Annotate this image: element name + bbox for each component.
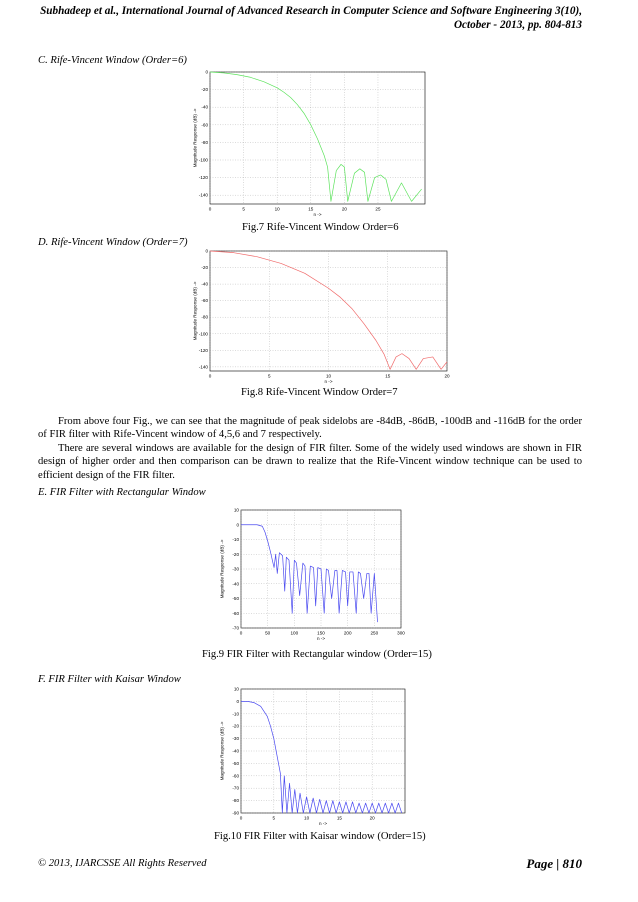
body-text: [38, 415, 582, 482]
x-axis-label: n ->: [318, 821, 328, 827]
y-tick-label: -20: [232, 551, 239, 557]
y-tick-label: 0: [205, 248, 208, 254]
y-axis-label: Magnitude Response (dB) ->: [192, 281, 198, 341]
x-tick-label: 100: [290, 630, 299, 636]
page-number: Page | 810: [526, 856, 582, 871]
y-axis-label: Magnitude Response (dB) ->: [192, 108, 198, 168]
journal-citation: Subhadeep et al., International Journal of Advanced Research in Computer Science and Software Engineering 3(10),: [40, 5, 582, 17]
section-heading-e: E. FIR Filter with Rectangular Window: [38, 487, 206, 498]
plot-area: [210, 72, 425, 204]
y-tick-label: 0: [236, 522, 239, 528]
y-tick-label: -50: [232, 596, 239, 601]
x-tick-label: 20: [369, 815, 375, 821]
y-tick-label: -30: [232, 736, 239, 742]
figure-7-caption: Fig.7 Rife-Vincent Window Order=6: [242, 222, 399, 233]
x-tick-label: 25: [375, 206, 381, 212]
y-tick-label: -120: [198, 175, 208, 181]
copyright-notice: © 2013, IJARCSSE All Rights Reserved: [38, 858, 207, 869]
y-tick-label: -100: [198, 331, 208, 337]
plot-area: [241, 689, 405, 813]
y-tick-label: -10: [232, 537, 239, 542]
y-tick-label: -40: [201, 104, 208, 110]
x-tick-label: 0: [239, 815, 243, 821]
figure-9-chart: [219, 504, 409, 644]
y-tick-label: -40: [232, 748, 239, 754]
y-tick-label: -20: [201, 87, 208, 93]
y-tick-label: -120: [198, 347, 208, 353]
y-tick-label: -70: [232, 625, 239, 631]
y-tick-label: -30: [232, 566, 239, 572]
x-tick-label: 5: [242, 206, 245, 212]
y-tick-label: -60: [201, 298, 208, 304]
x-axis-label: n ->: [313, 212, 322, 218]
y-tick-label: -70: [232, 785, 239, 791]
journal-issue-pages: October - 2013, pp. 804-813: [453, 19, 582, 31]
x-tick-label: 0: [208, 206, 212, 212]
y-tick-label: -80: [232, 798, 239, 804]
figure-7-chart: [192, 66, 434, 221]
y-tick-label: -60: [232, 610, 239, 616]
y-tick-label: -20: [232, 723, 239, 729]
section-heading-d: D. Rife-Vincent Window (Order=7): [38, 237, 188, 248]
figure-8-chart: [192, 247, 457, 385]
x-tick-label: 15: [308, 206, 314, 212]
y-tick-label: -40: [232, 581, 239, 587]
x-tick-label: 250: [370, 630, 379, 636]
y-tick-label: -140: [198, 192, 208, 198]
x-tick-label: 0: [239, 630, 243, 636]
x-tick-label: 0: [208, 373, 212, 379]
y-tick-label: 0: [236, 698, 239, 704]
x-tick-label: 50: [265, 630, 271, 636]
y-tick-label: -80: [201, 139, 208, 145]
x-tick-label: 150: [317, 630, 325, 636]
y-tick-label: -90: [232, 810, 239, 816]
y-tick-label: -50: [232, 760, 239, 766]
x-tick-label: 20: [341, 206, 347, 212]
x-tick-label: 20: [444, 373, 450, 379]
x-axis-label: n ->: [316, 636, 326, 642]
y-tick-label: -140: [198, 364, 208, 370]
section-heading-f: F. FIR Filter with Kaisar Window: [38, 674, 181, 685]
x-tick-label: 10: [325, 373, 332, 379]
y-tick-label: -100: [198, 157, 208, 163]
x-tick-label: 5: [272, 815, 276, 821]
x-tick-label: 15: [336, 815, 342, 821]
x-tick-label: 300: [397, 630, 405, 636]
x-tick-label: 10: [304, 815, 310, 821]
y-tick-label: -10: [232, 711, 239, 717]
y-tick-label: 10: [233, 507, 239, 513]
figure-10-caption: Fig.10 FIR Filter with Kaisar window (Order=15): [214, 831, 426, 842]
paragraph-sidelobes: From above four Fig., we can see that the magnitude of peak sidelobs are -84dB, -86dB, -100dB and -116dB for the order of FIR filter with Rife-Vincent window of 4,5,6 and 7 respectively.: [38, 416, 582, 441]
section-heading-c: C. Rife-Vincent Window (Order=6): [38, 55, 187, 66]
y-tick-label: 0: [205, 69, 208, 75]
y-axis-label: Magnitude Response (dB) ->: [219, 721, 225, 781]
y-tick-label: 10: [233, 686, 239, 692]
x-tick-label: 200: [343, 630, 352, 636]
y-tick-label: -20: [201, 265, 208, 271]
y-axis-label: Magnitude Response (dB) ->: [219, 539, 225, 599]
figure-8-caption: Fig.8 Rife-Vincent Window Order=7: [241, 387, 398, 398]
y-tick-label: -40: [201, 281, 208, 287]
y-tick-label: -60: [201, 122, 208, 128]
x-axis-label: n ->: [324, 379, 333, 385]
figure-10-chart: [219, 683, 411, 829]
y-tick-label: -60: [232, 773, 239, 779]
y-tick-label: -80: [201, 314, 208, 320]
paragraph-windows: There are several windows are available for the design of FIR filter. Some of the widely used windows are shown in FIR design of higher order and then comparison can be drawn to realize that the Rife-Vincent window technique can be used to efficient design of the FIR filter.: [38, 442, 582, 481]
figure-9-caption: Fig.9 FIR Filter with Rectangular window (Order=15): [202, 649, 432, 660]
x-tick-label: 15: [385, 373, 391, 379]
x-tick-label: 10: [274, 206, 280, 212]
x-tick-label: 5: [267, 373, 271, 379]
